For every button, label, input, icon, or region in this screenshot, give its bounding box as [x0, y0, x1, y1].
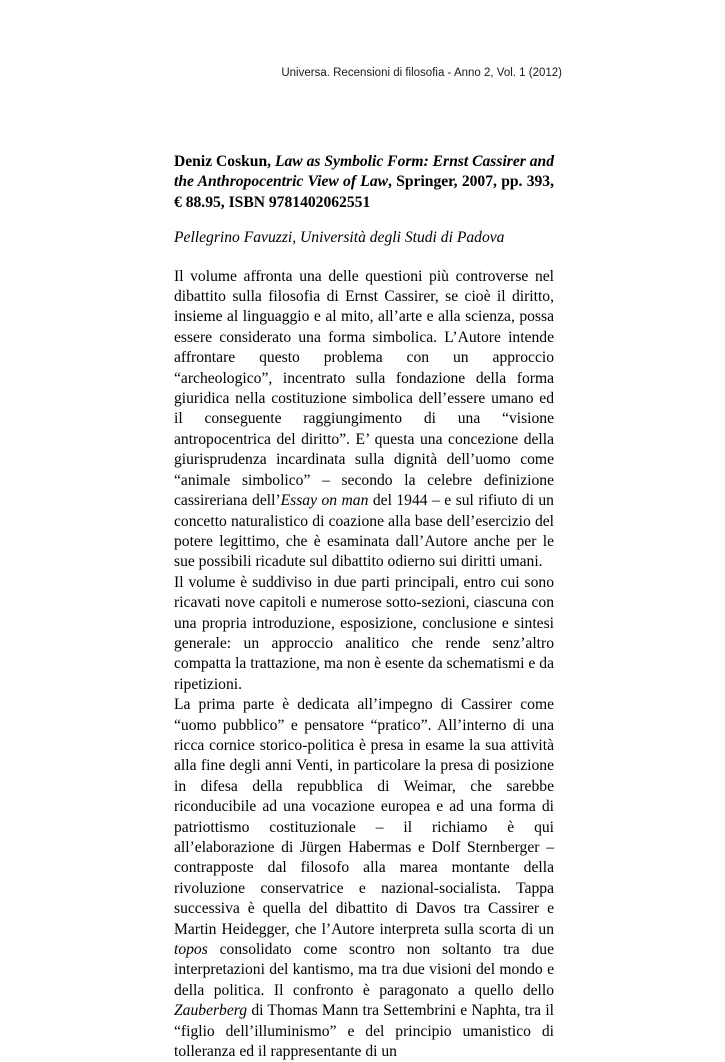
bibliographic-citation: [174, 152, 554, 213]
paragraph-2: [174, 573, 554, 695]
paragraph-1: [174, 267, 554, 573]
book-title: Law as Symbolic Form: Ernst Cassirer and the Anthropocentric View of Law: [174, 153, 554, 191]
italic-term: topos: [174, 941, 208, 959]
paragraph-text: Il volume affronta una delle questioni più controverse nel dibattito sulla filosofia di Ernst Cassirer, se cioè il diritto, insieme al linguaggio e al mito, all’arte e alla scienza, possa essere considerato una forma simbolica. L’Autore intende affrontare questo problema con un approccio “archeologico”, incentrato sulla fondazione della forma giuridica nella costituzione simbolica dell’essere umano ed il conseguente raggiungimento di una “visione antropocentrica del diritto”. E’ questa una concezione della giurisprudenza incardinata sulla dignità dell’uomo come “animale simbolico” – secondo la celebre definizione cassireriana dell’: [174, 267, 554, 510]
review-body: [174, 267, 554, 1062]
paragraph-text: del 1944 – e sul rifiuto di un concetto naturalistico di coazione alla base dell’esercizio del potere legittimo, che è esaminata dall’Autore anche per le sue possibili ricadute sul dibattito odierno sui diritti umani.: [174, 492, 554, 571]
book-author: Deniz Coskun,: [174, 153, 275, 170]
paragraph-3: [174, 695, 554, 1062]
paragraph-text: consolidato come scontro non soltanto tra due interpretazioni del kantismo, ma tra due visioni del mondo e della politica. Il confronto è paragonato a quello dello: [174, 941, 554, 999]
review-content: [174, 152, 554, 1062]
running-header: Universa. Recensioni di filosofia - Anno 2, Vol. 1 (2012): [281, 67, 562, 79]
book-details: , Springer, 2007, pp. 393, € 88.95, ISBN 9781402062551: [174, 173, 554, 211]
reviewer-byline: Pellegrino Favuzzi, Università degli Studi di Padova: [174, 229, 505, 247]
italic-work-title: Essay on man: [280, 492, 369, 510]
paragraph-text: Il volume è suddiviso in due parti principali, entro cui sono ricavati nove capitoli e numerose sotto-sezioni, ciascuna con una propria introduzione, esposizione, conclusione e sintesi generale: un approccio analitico che rende senz’altro compatta la trattazione, ma non è esente da schematismi e da ripetizioni.: [174, 573, 554, 693]
paragraph-text: La prima parte è dedicata all’impegno di Cassirer come “uomo pubblico” e pensatore “pratico”. All’interno di una ricca cornice storico-politica è presa in esame la sua attività alla fine degli anni Venti, in particolare la presa di posizione in difesa della repubblica di Weimar, che sarebbe riconducibile ad una vocazione europea e ad una forma di patriottismo costituzionale – il richiamo è qui all’elaborazione di Jürgen Habermas e Dolf Sternberger – contrapposte dal filosofo alla marea montante della rivoluzione conservatrice e nazional-socialista. Tappa successiva è quella del dibattito di Davos tra Cassirer e Martin Heidegger, che l’Autore interpreta sulla scorta di un: [174, 696, 554, 938]
paragraph-text: di Thomas Mann tra Settembrini e Naphta, tra il “figlio dell’illuminismo” e del principio umanistico di tolleranza ed il rappresentante di un: [174, 1002, 554, 1061]
italic-work-title: Zauberberg: [174, 1002, 248, 1020]
